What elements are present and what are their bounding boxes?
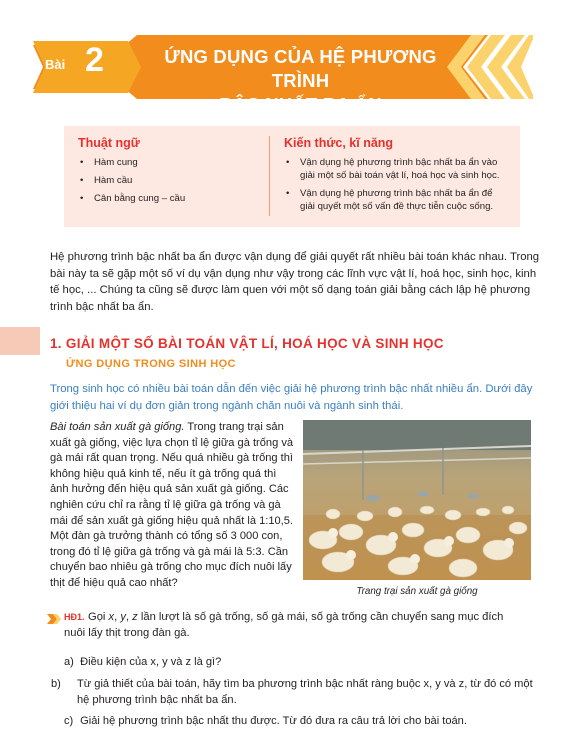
skill-item: • Vận dụng hệ phương trình bậc nhất ba ẩn vào giải một số bài toán vật lí, hoá học và sinh học. [284, 156, 509, 182]
question-text: Giải hệ phương trình bậc nhất thu được. Từ đó đưa ra câu trả lời cho bài toán. [80, 715, 467, 727]
activity-text-part: Gọi [88, 611, 109, 623]
biology-intro-paragraph: Trong sinh học có nhiều bài toán dẫn đến việc giải hệ phương trình bậc nhất nhiều ẩn. Dưới đây giới thiệu hai ví dụ đơn giản trong ngành chăn nuôi và ngành sinh thái. [50, 383, 533, 412]
variable-z: z [132, 611, 138, 623]
question-text: Từ giả thiết của bài toán, hãy tìm ba phương trình bậc nhất ràng buộc x, y và z, từ đó có một hệ phương trình bậc nhất ba ẩn. [77, 678, 533, 706]
summary-box [64, 126, 520, 227]
lesson-title [133, 45, 468, 117]
activity-text-part: lần lượt là số gà trống, số gà mái, số gà trống cần chuyển sang mục đích [137, 611, 504, 623]
variable-y: y [120, 611, 126, 623]
skills-column [284, 136, 509, 218]
lesson-word: Bài [45, 57, 66, 72]
question-text: Điều kiện của x, y và z là gì? [80, 656, 222, 668]
variable-x: x [108, 611, 115, 623]
question-label: b) [51, 678, 61, 690]
lesson-title-line2: BẬC NHẤT BA ẨN [219, 94, 382, 115]
question-label: c) [64, 715, 74, 727]
question-a [64, 654, 540, 670]
chicken-farm-illustration [303, 420, 531, 580]
activity-arrow-icon [47, 613, 63, 625]
term-item: • Hàm cầu [78, 174, 258, 187]
lesson-number: 2 [85, 41, 104, 79]
term-item: • Cân bằng cung – cầu [78, 192, 258, 205]
separator: , [114, 611, 121, 623]
question-label: a) [64, 656, 74, 668]
lesson-header-banner [33, 31, 533, 115]
terms-column [78, 136, 258, 210]
problem-text: Trong trang trại sản xuất gà giống, việc lựa chọn tỉ lệ giữa gà trống và gà mái rất quan trọng. Nếu quá nhiều gà trống thì không hiệu quả kinh tế, nếu ít gà trống quá thì ảnh hưởng đến hiệu quả sản xuất gà giống. Các nghiên cứu chỉ ra rằng tỉ lệ giữa gà trống và gà mái để sản xuất gà giống hiệu quả nhất là 1:10,5. Một đàn gà trưởng thành có tổng số 3 000 con, trong đó tỉ lệ giữa gà trống và gà mái là 5:3. Cần chuyển bao nhiêu gà trống cho mục đích nuôi lấy thịt để hiệu quả cao nhất? [50, 421, 294, 589]
section-title: 1. GIẢI MỘT SỐ BÀI TOÁN VẬT LÍ, HOÁ HỌC VÀ SINH HỌC [50, 336, 444, 351]
question-c [64, 713, 540, 729]
skill-item: • Vận dụng hệ phương trình bậc nhất ba ẩn để giải quyết một số vấn đề thực tiễn cuộc sống. [284, 187, 509, 213]
subsection-title: ỨNG DỤNG TRONG SINH HỌC [66, 358, 236, 370]
activity-text [88, 609, 540, 625]
summary-divider [269, 136, 270, 216]
terms-title: Thuật ngữ [78, 136, 140, 150]
terms-list [78, 156, 258, 205]
activity-label: HĐ1. [64, 612, 85, 622]
lesson-title-line1: ỨNG DỤNG CỦA HỆ PHƯƠNG TRÌNH [164, 46, 437, 91]
separator: , [125, 611, 133, 623]
skills-title: Kiến thức, kĩ năng [284, 136, 394, 150]
term-item: • Hàm cung [78, 156, 258, 169]
problem-paragraph [50, 420, 295, 592]
photo-caption: Trang trại sản xuất gà giống [356, 586, 478, 597]
problem-title: Bài toán sản xuất gà giống. [50, 421, 185, 433]
intro-paragraph: Hệ phương trình bậc nhất ba ẩn được vận dụng để giải quyết rất nhiều bài toán khác nhau. Trong bài này ta sẽ gặp một số ví dụ vận dụng như vậy trong các lĩnh vực vật lí, hoá học, sinh học, kinh tế học, ... Chúng ta cũng sẽ được làm quen với một số dạng toán giải bằng cách lập hệ phương trình bậc nhất ba ẩn. [50, 251, 540, 313]
question-b [51, 676, 540, 708]
section-side-tab [0, 327, 40, 355]
activity-text-line2: nuôi lấy thịt trong đàn gà. [64, 627, 190, 639]
skills-list [284, 156, 509, 213]
chicken-farm-photo [303, 420, 531, 580]
